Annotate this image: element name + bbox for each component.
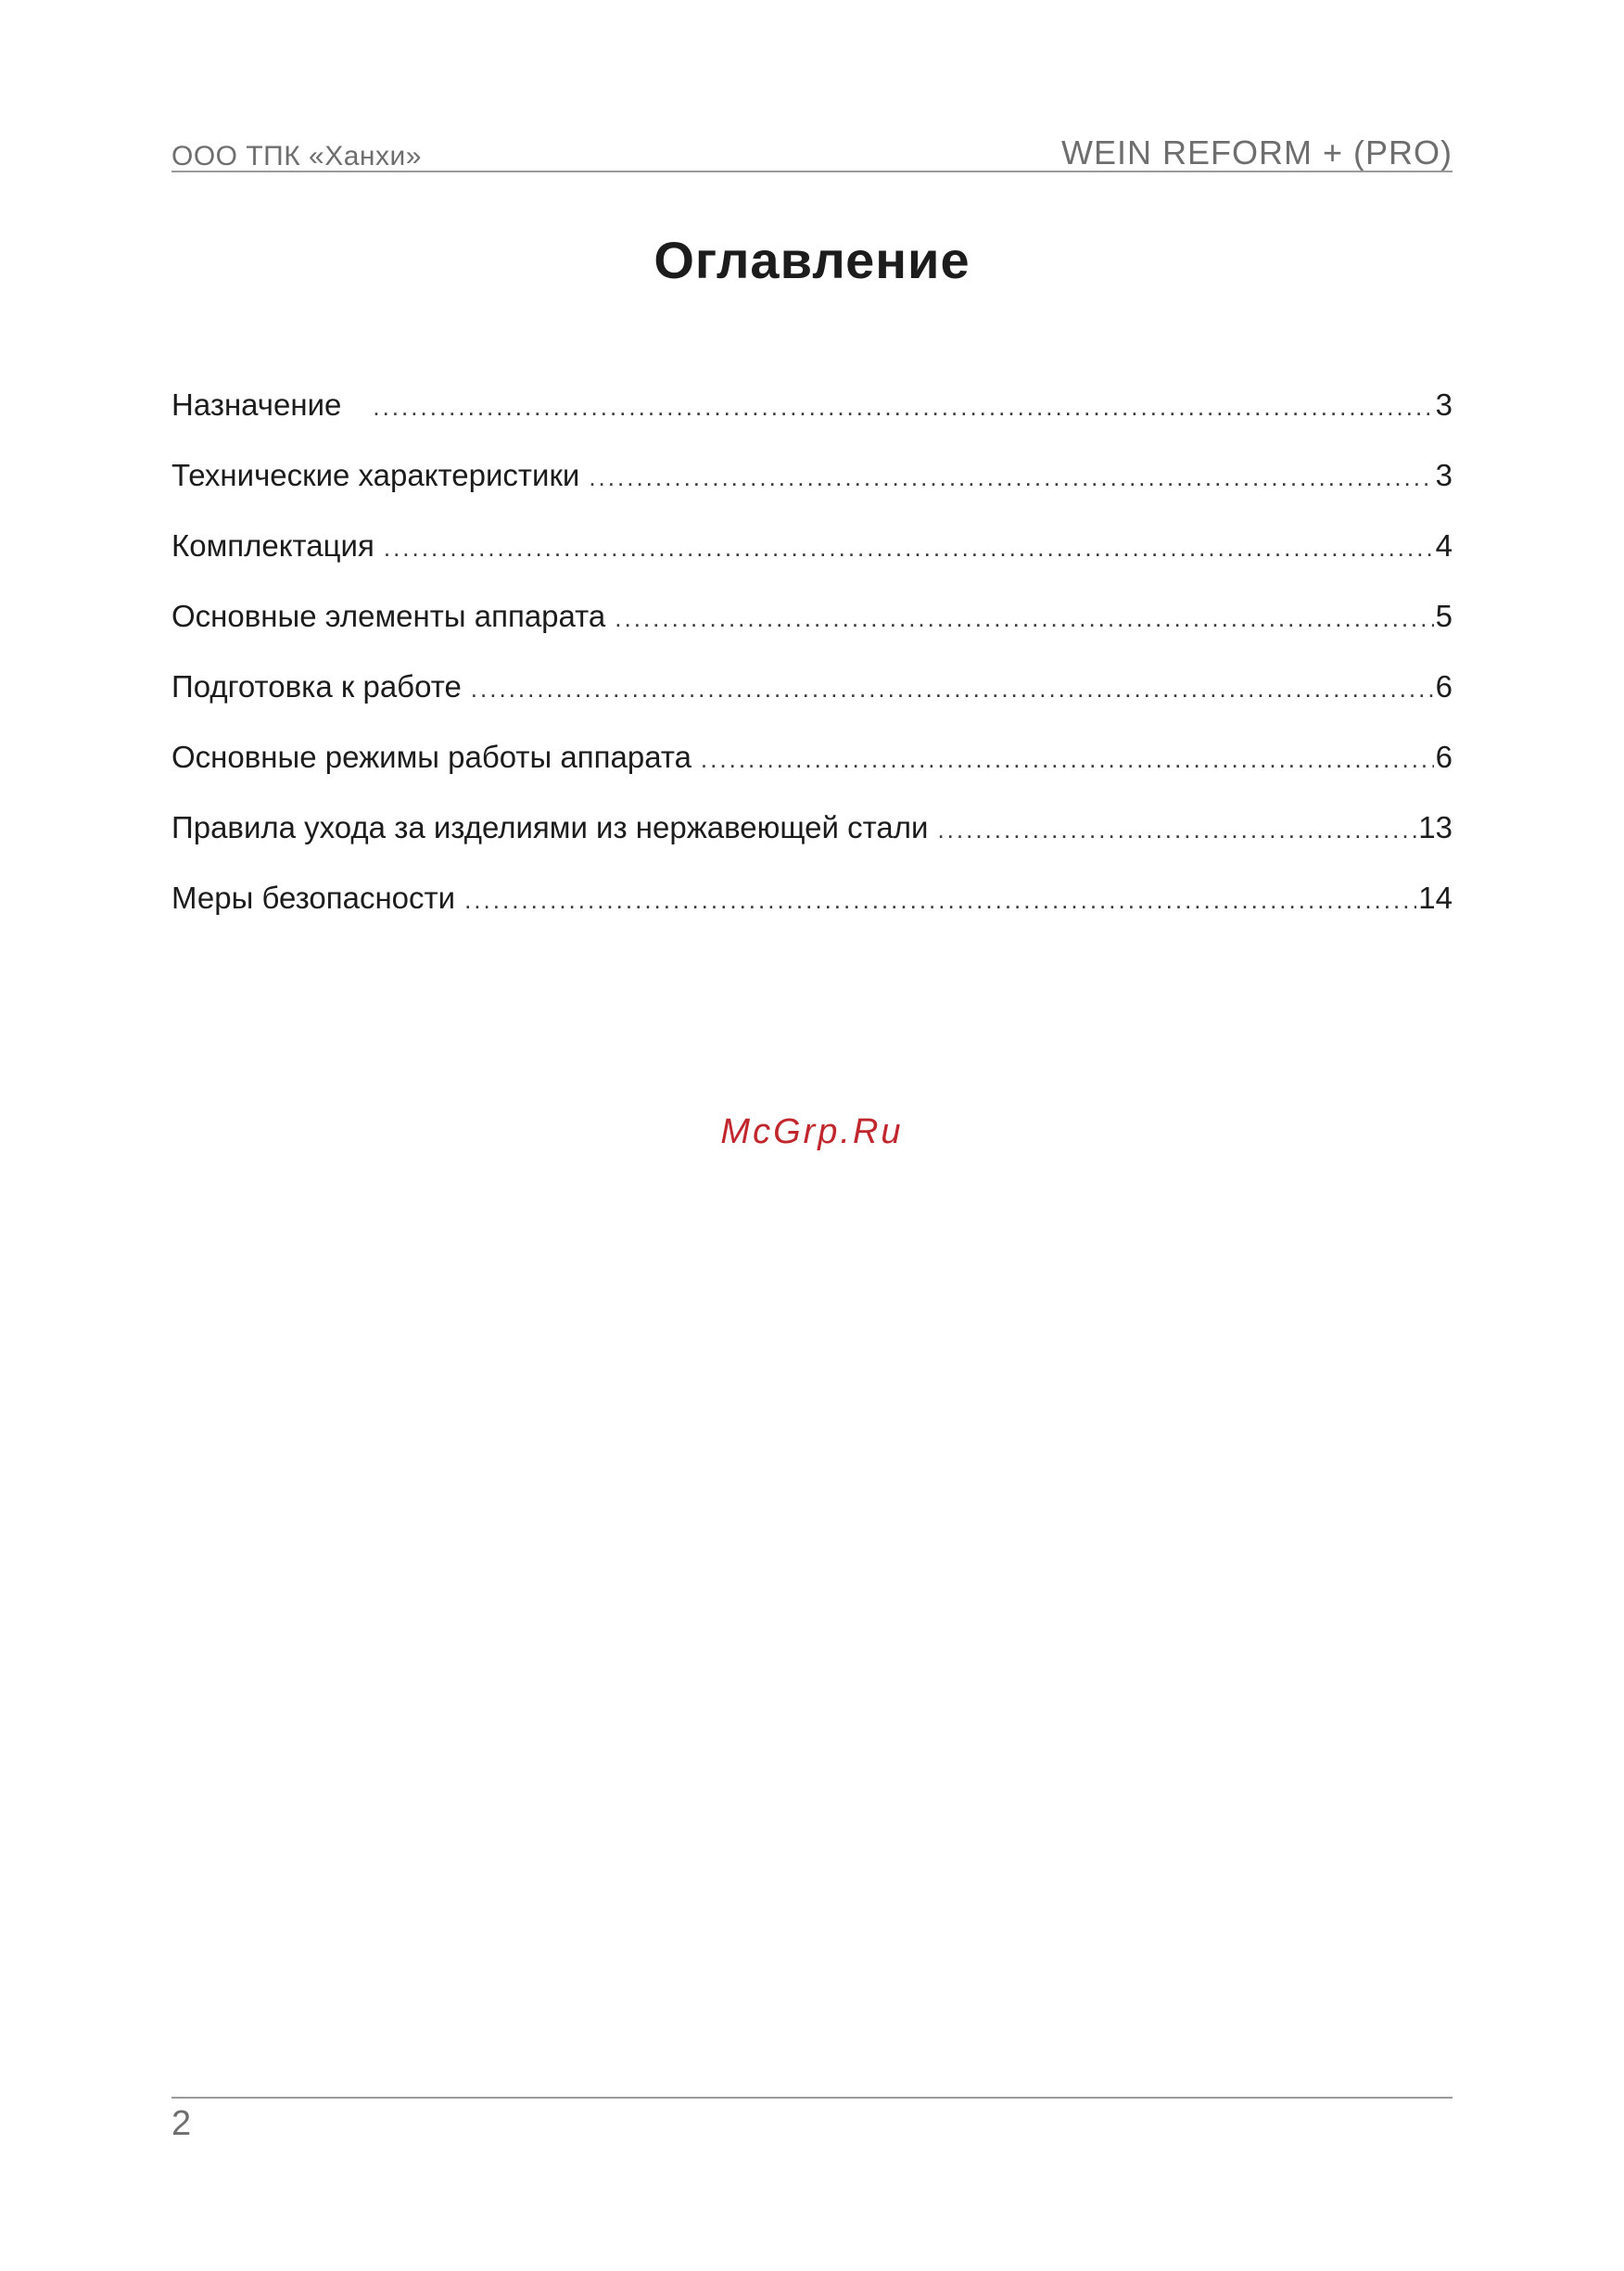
- toc-entry-page: 13: [1418, 810, 1453, 844]
- toc-dot-leader: [701, 745, 1434, 774]
- toc-entry-label: Комплектация: [171, 528, 374, 563]
- toc-entry-page: 3: [1435, 458, 1453, 492]
- toc-entry-preparation[interactable]: [171, 669, 1453, 740]
- page-title: Оглавление: [653, 231, 971, 289]
- toc-entry-label: Назначение: [171, 387, 342, 422]
- toc-entry-stainless-care[interactable]: [171, 810, 1453, 881]
- toc-entry-page: 4: [1435, 528, 1453, 563]
- toc-entry-page: 6: [1435, 740, 1453, 774]
- toc-entry-label: Подготовка к работе: [171, 669, 462, 704]
- toc-dot-leader: [615, 604, 1433, 633]
- toc-entry-label: Основные режимы работы аппарата: [171, 740, 691, 774]
- toc-entry-label: Правила ухода за изделиями из нержавеющей стали: [171, 810, 929, 844]
- header-divider: [171, 171, 1453, 172]
- toc-entry-label: Технические характеристики: [171, 458, 580, 492]
- toc-entry-purpose[interactable]: [171, 387, 1453, 458]
- page-header: [171, 119, 1453, 172]
- page-number: 2: [171, 2104, 192, 2143]
- toc-dot-leader: [937, 816, 1416, 844]
- toc-entry-main-elements[interactable]: [171, 599, 1453, 669]
- toc-dot-leader: [471, 675, 1434, 704]
- header-company: ООО ТПК «Ханхи»: [171, 141, 422, 171]
- toc-entry-page: 3: [1435, 387, 1453, 422]
- toc-entry-safety[interactable]: [171, 881, 1453, 951]
- toc-dot-leader: [373, 393, 1433, 422]
- toc-entry-page: 5: [1435, 599, 1453, 633]
- toc-entry-label: Меры безопасности: [171, 881, 456, 915]
- header-product: WEIN REFORM + (PRO): [1061, 133, 1453, 171]
- toc-dot-leader: [464, 886, 1416, 915]
- toc-entry-page: 6: [1435, 669, 1453, 704]
- toc-dot-leader: [384, 534, 1434, 563]
- toc-entry-specifications[interactable]: [171, 458, 1453, 528]
- toc-dot-leader: [589, 463, 1433, 492]
- toc-entry-page: 14: [1418, 881, 1453, 915]
- toc-entry-label: Основные элементы аппарата: [171, 599, 606, 633]
- table-of-contents: [171, 387, 1453, 951]
- watermark-link[interactable]: McGrp.Ru: [720, 1112, 904, 1151]
- toc-entry-operating-modes[interactable]: [171, 740, 1453, 810]
- footer-divider: [171, 2097, 1453, 2099]
- toc-entry-package-contents[interactable]: [171, 528, 1453, 599]
